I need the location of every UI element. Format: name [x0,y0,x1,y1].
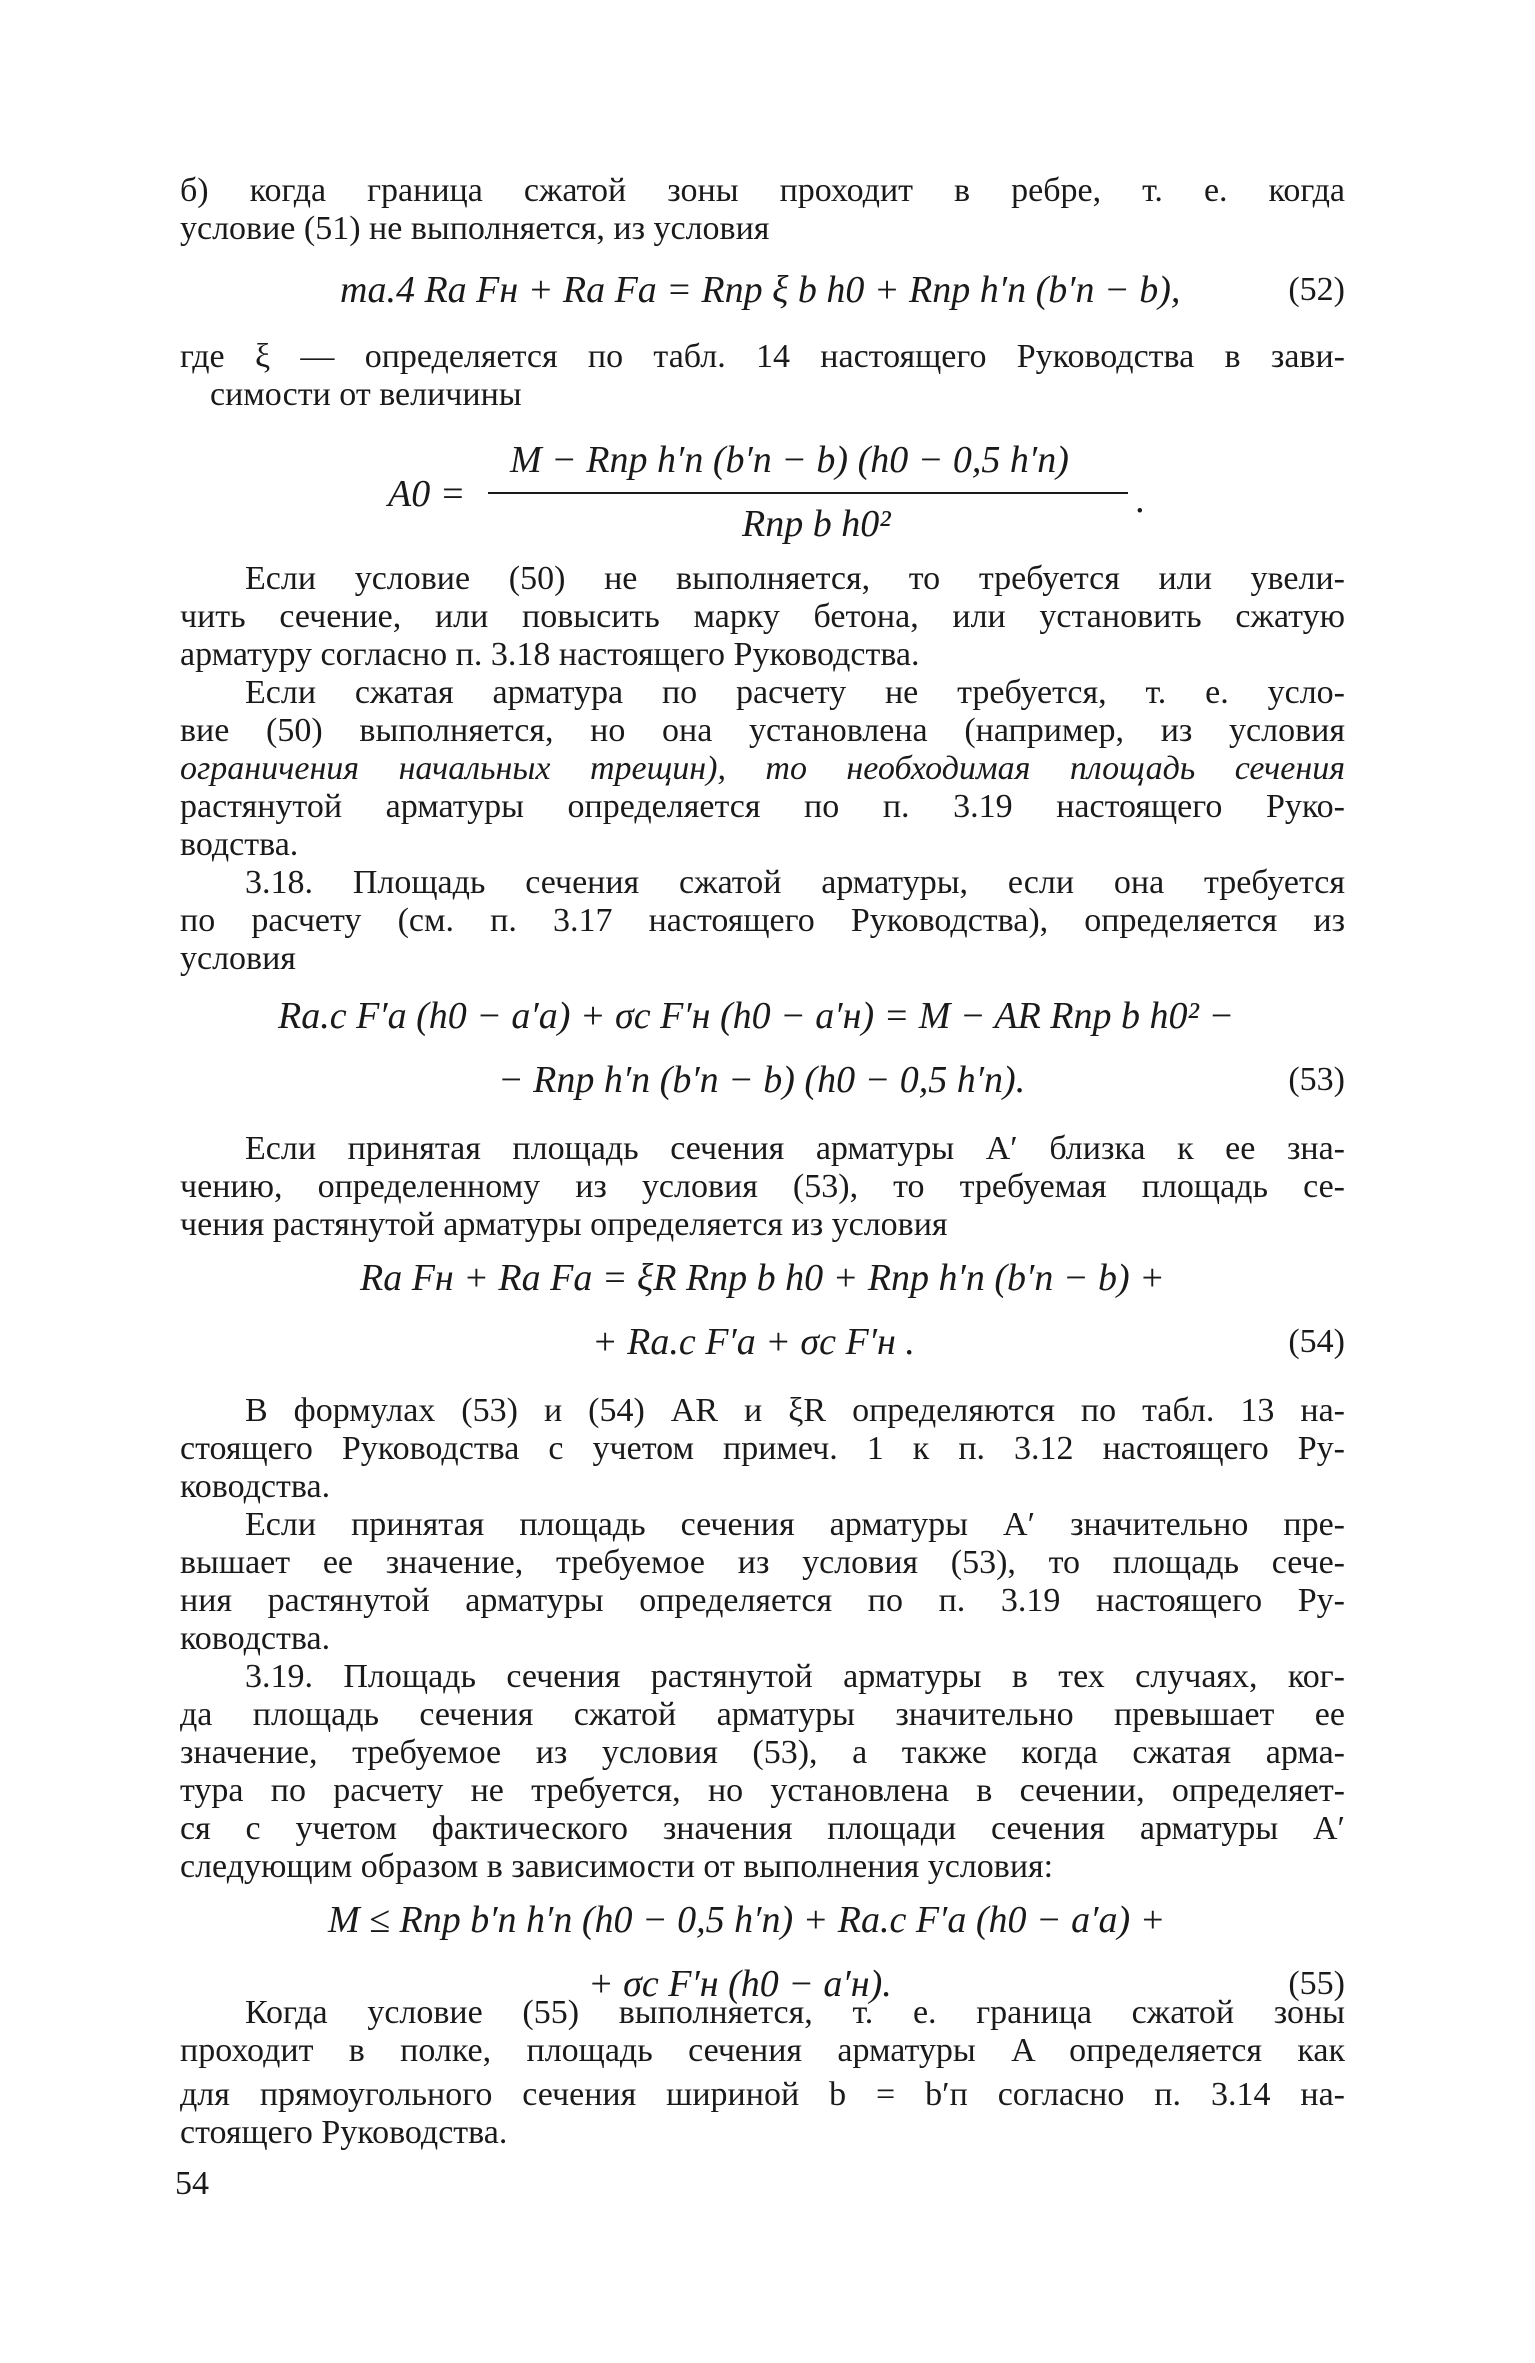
formula-54-line1: Rа Fн + Rа Fа = ξR Rпр b h0 + Rпр h′п (b′п − b) + [360,1257,1165,1299]
text-line: ководства. [180,1620,331,1657]
text-line: Если условие (50) не выполняется, то требуется или увели- [245,560,1345,597]
text-line: чению, определенному из условия (53), то требуемая площадь се- [180,1168,1345,1205]
formula-55-line1: M ≤ Rпр b′п h′п (h0 − 0,5 h′п) + Rа.с F′а (h0 − a′а) + [328,1899,1166,1941]
formula-54-line2: + Rа.с F′а + σс F′н . [592,1321,915,1363]
text-line: где ξ — определяется по табл. 14 настоящего Руководства в зави- [180,338,1345,375]
text-line: вие (50) выполняется, но она установлена (например, из условия [180,712,1345,749]
text-line: условия [180,940,296,977]
equation-number: (52) [1288,271,1345,308]
formula-53-line1: Rа.с F′а (h0 − a′а) + σс F′н (h0 − a′н) = M − AR Rпр b h0² − [278,995,1235,1037]
fraction-bar [488,492,1128,494]
text-line: арматуру согласно п. 3.18 настоящего Руководства. [180,636,920,673]
text-line: Когда условие (55) выполняется, т. е. граница сжатой зоны [245,1994,1345,2031]
text-line: да площадь сечения сжатой арматуры значительно превышает ее [180,1696,1345,1733]
formula-a0-lhs: A0 = [388,473,466,515]
text-line: тура по расчету не требуется, но установлена в сечении, определяет- [180,1772,1345,1809]
text-line: 3.19. Площадь сечения растянутой арматуры в тех случаях, ког- [245,1658,1345,1695]
text-line: 3.18. Площадь сечения сжатой арматуры, если она требуется [245,864,1345,901]
text-line: В формулах (53) и (54) AR и ξR определяются по табл. 13 на- [245,1392,1345,1429]
text-line: проходит в полке, площадь сечения арматуры A определяется как [180,2032,1345,2069]
formula-53-line2: − Rпр h′п (b′п − b) (h0 − 0,5 h′п). [498,1059,1026,1101]
text-line: следующим образом в зависимости от выполнения условия: [180,1848,1054,1885]
text-line: ния растянутой арматуры определяется по п. 3.19 настоящего Ру- [180,1582,1345,1619]
formula-a0-denominator: Rпр b h0² [742,503,891,545]
formula-52: mа.4 Rа Fн + Rа Fа = Rпр ξ b h0 + Rпр h′п (b′п − b), [340,269,1181,311]
text-line: симости от величины [210,376,522,413]
equation-number: (55) [1288,1965,1345,2002]
text-line: вышает ее значение, требуемое из условия (53), то площадь сече- [180,1544,1345,1581]
text-line: значение, требуемое из условия (53), а также когда сжатая арма- [180,1734,1345,1771]
text-line: растянутой арматуры определяется по п. 3.19 настоящего Руко- [180,788,1345,825]
text-line: водства. [180,826,299,863]
text-line: Если принятая площадь сечения арматуры A′ близка к ее зна- [245,1130,1345,1167]
text-line: чить сечение, или повысить марку бетона, или установить сжатую [180,598,1345,635]
text-line: ограничения начальных трещин), то необходимая площадь сечения [180,750,1345,787]
text-line: для прямоугольного сечения шириной b = b′п согласно п. 3.14 на- [180,2076,1345,2113]
text-line: Если сжатая арматура по расчету не требуется, т. е. усло- [245,674,1345,711]
text-line: чения растянутой арматуры определяется из условия [180,1206,948,1243]
text-line: б) когда граница сжатой зоны проходит в ребре, т. е. когда [180,172,1345,209]
text-line: ся с учетом фактического значения площади сечения арматуры A′ [180,1810,1345,1847]
formula-55-line2: + σс F′н (h0 − a′н). [588,1963,892,2005]
text-line: ководства. [180,1468,331,1505]
text-line: Если принятая площадь сечения арматуры A′ значительно пре- [245,1506,1345,1543]
text-line: по расчету (см. п. 3.17 настоящего Руководства), определяется из [180,902,1345,939]
formula-a0-numerator: M − Rпр h′п (b′п − b) (h0 − 0,5 h′п) [510,439,1069,481]
formula-a0-dot: . [1136,479,1146,521]
text-line: условие (51) не выполняется, из условия [180,210,770,247]
text-line: стоящего Руководства. [180,2114,508,2151]
equation-number: (53) [1288,1061,1345,1098]
equation-number: (54) [1288,1323,1345,1360]
page-number: 54 [175,2165,209,2202]
text-line: стоящего Руководства с учетом примеч. 1 к п. 3.12 настоящего Ру- [180,1430,1345,1467]
